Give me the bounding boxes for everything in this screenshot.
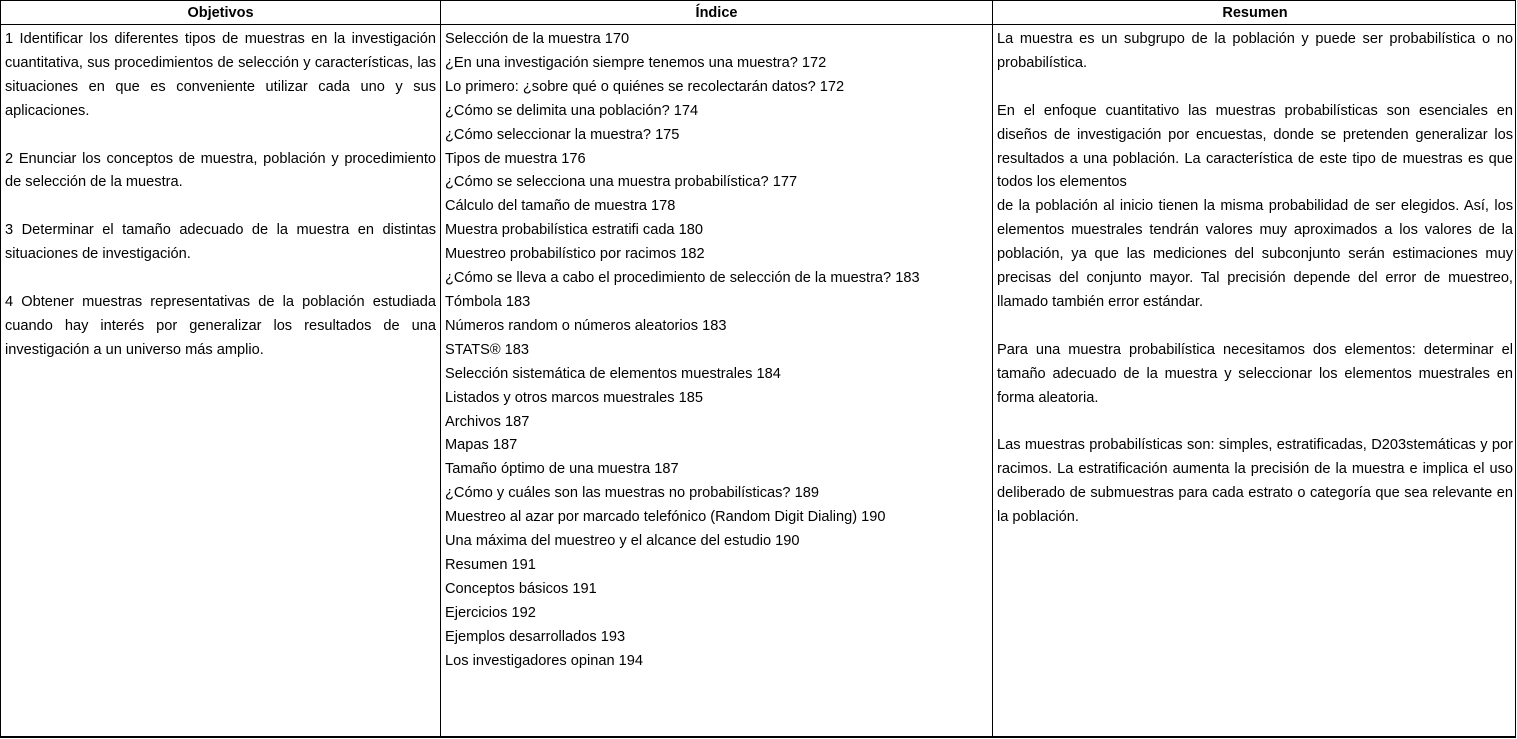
resumen-paragraph: de la población al inicio tienen la misma probabilidad de ser elegidos. Así, los elementos muestrales tendrán valores muy aproximados a los valores de la población, ya que las mediciones del subconjunto serán estimaciones muy precisas del conjunto mayor. Tal precisión depende del error de muestreo, llamado también error estándar. bbox=[997, 198, 1513, 310]
indice-item: Resumen 191 bbox=[445, 556, 536, 573]
indice-item: Una máxima del muestreo y el alcance del estudio 190 bbox=[445, 533, 800, 550]
header-indice: Índice bbox=[440, 1, 992, 24]
indice-item: Selección de la muestra 170 bbox=[445, 31, 630, 47]
indice-item: Tamaño óptimo de una muestra 187 bbox=[445, 461, 679, 478]
indice-item: Números random o números aleatorios 183 bbox=[445, 317, 727, 334]
objetivo-item: 1 Identificar los diferentes tipos de muestras en la investigación cuantitativa, sus procedimientos de selección y características, las situaciones en que es conveniente utilizar cada uno y sus aplicaciones. bbox=[5, 31, 436, 119]
indice-item: Tipos de muestra 176 bbox=[445, 150, 586, 167]
indice-item: ¿Cómo se selecciona una muestra probabilística? 177 bbox=[445, 174, 798, 191]
objetivo-item: 4 Obtener muestras representativas de la población estudiada cuando hay interés por generalizar los resultados de una investigación a un universo más amplio. bbox=[5, 293, 436, 358]
indice-item: Cálculo del tamaño de muestra 178 bbox=[445, 198, 676, 215]
indice-item: Selección sistemática de elementos muestrales 184 bbox=[445, 365, 781, 382]
indice-item: Conceptos básicos 191 bbox=[445, 580, 597, 597]
indice-item: Lo primero: ¿sobre qué o quiénes se recolectarán datos? 172 bbox=[445, 78, 845, 95]
indice-item: Ejemplos desarrollados 193 bbox=[445, 628, 626, 645]
indice-item: Mapas 187 bbox=[445, 437, 518, 454]
indice-item: Archivos 187 bbox=[445, 413, 530, 430]
indice-list bbox=[441, 25, 992, 673]
resumen-paragraph: Para una muestra probabilística necesitamos dos elementos: determinar el tamaño adecuado de la muestra y seleccionar los elementos muestrales en forma aleatoria. bbox=[997, 341, 1513, 406]
indice-item: STATS® 183 bbox=[445, 341, 530, 358]
indice-cell bbox=[440, 25, 992, 736]
resumen-paragraph: En el enfoque cuantitativo las muestras probabilísticas son esenciales en diseños de investigación por encuestas, donde se pretenden generalizar los resultados a una población. La característica de este tipo de muestras es que todos los elementos bbox=[997, 102, 1513, 191]
resumen-cell bbox=[992, 25, 1517, 736]
indice-item: Tómbola 183 bbox=[445, 293, 531, 310]
header-resumen: Resumen bbox=[992, 1, 1517, 24]
header-objetivos: Objetivos bbox=[187, 5, 254, 21]
indice-item: ¿Cómo se lleva a cabo el procedimiento de selección de la muestra? 183 bbox=[445, 270, 920, 287]
indice-item: Ejercicios 192 bbox=[445, 604, 536, 621]
resumen-paragraph: Las muestras probabilísticas son: simples, estratificadas, D203stemáticas y por racimos. La estratificación aumenta la precisión de la muestra e implica el uso deliberado de submuestras para cada estrato o categoría que sea relevante en la población. bbox=[997, 437, 1513, 526]
resumen-paragraph: La muestra es un subgrupo de la población y puede ser probabilística o no probabilística. bbox=[997, 31, 1513, 71]
objetivo-item: 3 Determinar el tamaño adecuado de la muestra en distintas situaciones de investigación. bbox=[5, 222, 436, 263]
indice-item: Muestreo al azar por marcado telefónico (Random Digit Dialing) 190 bbox=[445, 509, 886, 526]
objetivos-cell bbox=[1, 25, 440, 736]
indice-item: Listados y otros marcos muestrales 185 bbox=[445, 389, 703, 406]
indice-item: ¿Cómo seleccionar la muestra? 175 bbox=[445, 126, 680, 143]
indice-item: ¿En una investigación siempre tenemos una muestra? 172 bbox=[445, 54, 827, 71]
indice-item: ¿Cómo y cuáles son las muestras no probabilísticas? 189 bbox=[445, 485, 819, 502]
table-header-row bbox=[1, 1, 1515, 25]
indice-item: ¿Cómo se delimita una población? 174 bbox=[445, 102, 699, 119]
indice-item: Muestreo probabilístico por racimos 182 bbox=[445, 246, 705, 263]
objetivo-item: 2 Enunciar los conceptos de muestra, población y procedimiento de selección de la muestra. bbox=[5, 150, 436, 191]
indice-item: Muestra probabilística estratifi cada 180 bbox=[445, 222, 703, 239]
indice-item: Los investigadores opinan 194 bbox=[445, 652, 643, 669]
